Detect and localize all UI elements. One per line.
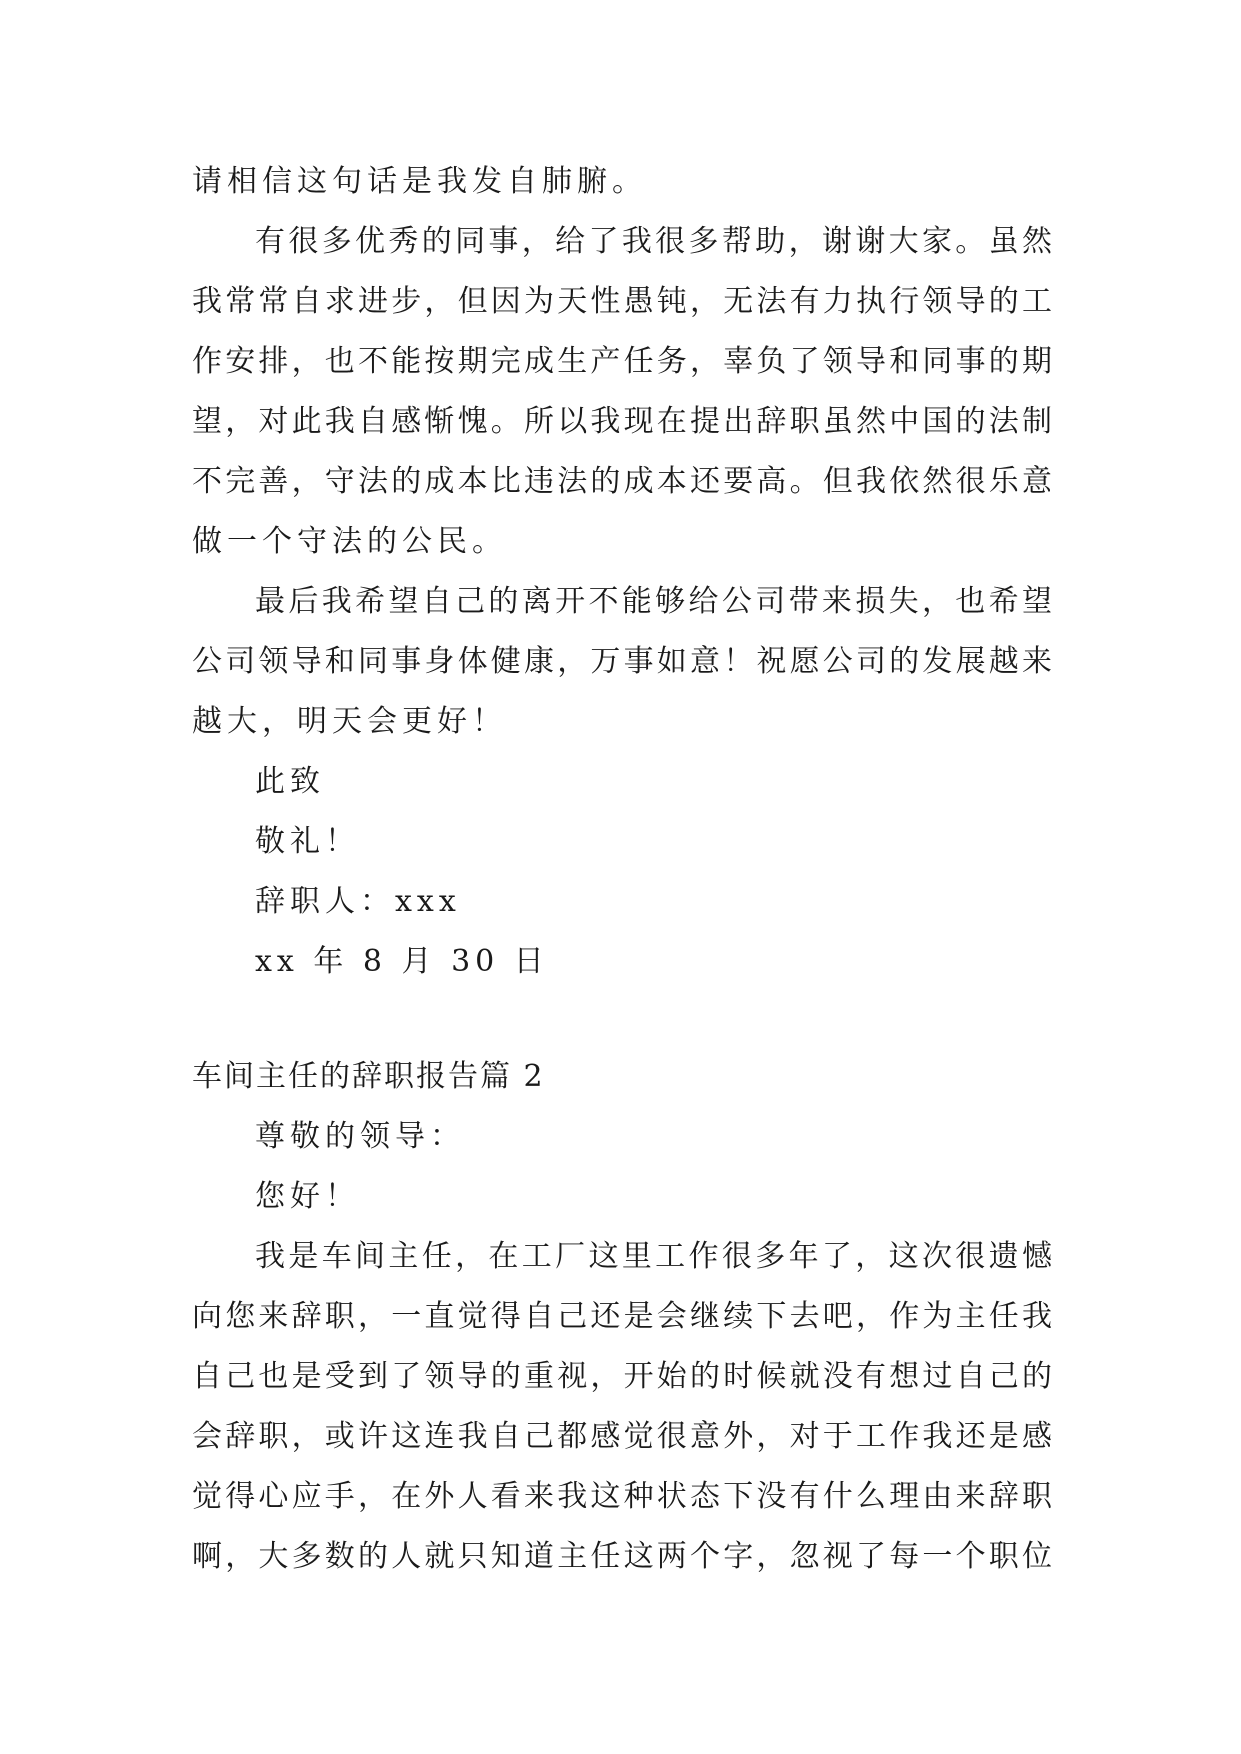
paragraph-line: 有很多优秀的同事，给了我很多帮助，谢谢大家。虽然 — [255, 224, 1052, 259]
paragraph-line: 越大，明天会更好！ — [192, 704, 507, 739]
paragraph-line: 做一个守法的公民。 — [192, 524, 507, 559]
paragraph-line: 作安排，也不能按期完成生产任务，辜负了领导和同事的期 — [192, 344, 1052, 379]
date-line: xx 年 8 月 30 日 — [255, 944, 549, 979]
greeting-line: 您好！ — [255, 1179, 360, 1214]
paragraph-line: 向您来辞职，一直觉得自己还是会继续下去吧，作为主任我 — [192, 1299, 1052, 1334]
paragraph-line: 不完善，守法的成本比违法的成本还要高。但我依然很乐意 — [192, 464, 1052, 499]
paragraph-line: 我常常自求进步，但因为天性愚钝，无法有力执行领导的工 — [192, 284, 1052, 319]
paragraph-line: 啊，大多数的人就只知道主任这两个字，忽视了每一个职位 — [192, 1539, 1052, 1574]
closing-line: 此致 — [255, 764, 325, 799]
paragraph-line: 最后我希望自己的离开不能够给公司带来损失，也希望 — [255, 584, 1052, 619]
paragraph-line: 请相信这句话是我发自肺腑。 — [192, 164, 647, 199]
paragraph-line: 会辞职，或许这连我自己都感觉很意外，对于工作我还是感 — [192, 1419, 1052, 1454]
signature-line: 辞职人：xxx — [255, 884, 461, 919]
paragraph-line: 公司领导和同事身体健康，万事如意！祝愿公司的发展越来 — [192, 644, 1052, 679]
paragraph-line: 我是车间主任，在工厂这里工作很多年了，这次很遗憾 — [255, 1239, 1052, 1274]
closing-line: 敬礼！ — [255, 824, 360, 859]
paragraph-line: 自己也是受到了领导的重视，开始的时候就没有想过自己的 — [192, 1359, 1052, 1394]
paragraph-line: 觉得心应手，在外人看来我这种状态下没有什么理由来辞职 — [192, 1479, 1052, 1514]
section-title: 车间主任的辞职报告篇 2 — [192, 1059, 545, 1094]
salutation-line: 尊敬的领导： — [255, 1119, 465, 1154]
paragraph-line: 望，对此我自感惭愧。所以我现在提出辞职虽然中国的法制 — [192, 404, 1052, 439]
